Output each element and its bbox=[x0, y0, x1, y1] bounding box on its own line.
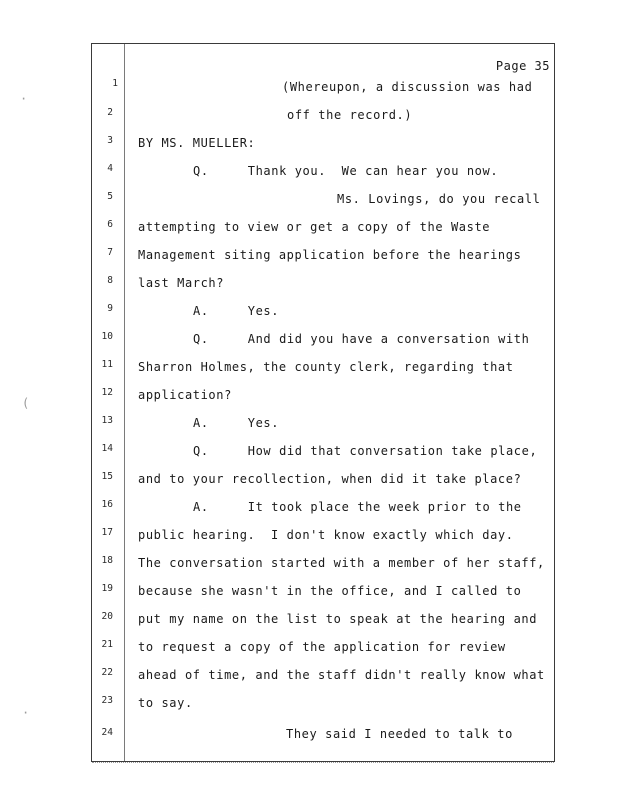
line-number: 23 bbox=[101, 695, 113, 706]
transcript-line: attempting to view or get a copy of the Waste bbox=[138, 220, 491, 234]
transcript-line: (Whereupon, a discussion was had bbox=[282, 80, 533, 94]
transcript-line: Q. Thank you. We can hear you now. bbox=[193, 164, 499, 178]
scan-artifact: ( bbox=[22, 396, 30, 410]
transcript-line: Sharron Holmes, the county clerk, regarding that bbox=[138, 360, 514, 374]
transcript-line: off the record.) bbox=[287, 108, 413, 122]
line-number: 22 bbox=[101, 667, 113, 678]
line-number: 21 bbox=[101, 639, 113, 650]
transcript-line: to say. bbox=[138, 696, 193, 710]
line-number: 8 bbox=[107, 275, 113, 286]
transcript-line: application? bbox=[138, 388, 232, 402]
transcript-line: A. It took place the week prior to the bbox=[193, 500, 522, 514]
transcript-line: put my name on the list to speak at the hearing and bbox=[138, 612, 538, 626]
transcript-line: The conversation started with a member of her staff, bbox=[138, 556, 545, 570]
line-number: 16 bbox=[101, 499, 113, 510]
line-number: 19 bbox=[101, 583, 113, 594]
line-number: 7 bbox=[107, 247, 113, 258]
scan-artifact: · bbox=[20, 92, 28, 106]
transcript-line: A. Yes. bbox=[193, 304, 280, 318]
transcript-line: Ms. Lovings, do you recall bbox=[337, 192, 541, 206]
line-number: 18 bbox=[101, 555, 113, 566]
transcript-line: BY MS. MUELLER: bbox=[138, 136, 256, 150]
line-number: 4 bbox=[107, 163, 113, 174]
line-number: 24 bbox=[101, 727, 113, 738]
line-number: 11 bbox=[101, 359, 113, 370]
transcript-line: because she wasn't in the office, and I called to bbox=[138, 584, 522, 598]
line-number: 20 bbox=[101, 611, 113, 622]
transcript-line: Q. How did that conversation take place, bbox=[193, 444, 538, 458]
line-number: 1 bbox=[112, 78, 118, 89]
transcript-line: public hearing. I don't know exactly which day. bbox=[138, 528, 514, 542]
line-number: 5 bbox=[107, 191, 113, 202]
line-number: 9 bbox=[107, 303, 113, 314]
transcript-line: Management siting application before the hearings bbox=[138, 248, 522, 262]
line-number: 12 bbox=[101, 387, 113, 398]
transcript-line: ahead of time, and the staff didn't really know what bbox=[138, 668, 545, 682]
line-number: 15 bbox=[101, 471, 113, 482]
transcript-line: They said I needed to talk to bbox=[286, 727, 513, 741]
transcript-line: Q. And did you have a conversation with bbox=[193, 332, 530, 346]
line-number: 14 bbox=[101, 443, 113, 454]
transcript-line: to request a copy of the application for review bbox=[138, 640, 506, 654]
line-number-margin-rule bbox=[124, 44, 125, 761]
line-number: 13 bbox=[101, 415, 113, 426]
line-number: 6 bbox=[107, 219, 113, 230]
page-number: Page 35 bbox=[495, 59, 550, 73]
scan-artifact: · bbox=[22, 706, 30, 720]
transcript-line: A. Yes. bbox=[193, 416, 280, 430]
transcript-line: last March? bbox=[138, 276, 225, 290]
transcript-page-frame bbox=[91, 43, 555, 762]
line-number: 3 bbox=[107, 135, 113, 146]
page-bottom-edge bbox=[92, 762, 554, 763]
line-number: 17 bbox=[101, 527, 113, 538]
line-number: 10 bbox=[101, 331, 113, 342]
transcript-line: and to your recollection, when did it take place? bbox=[138, 472, 522, 486]
line-number: 2 bbox=[107, 107, 113, 118]
